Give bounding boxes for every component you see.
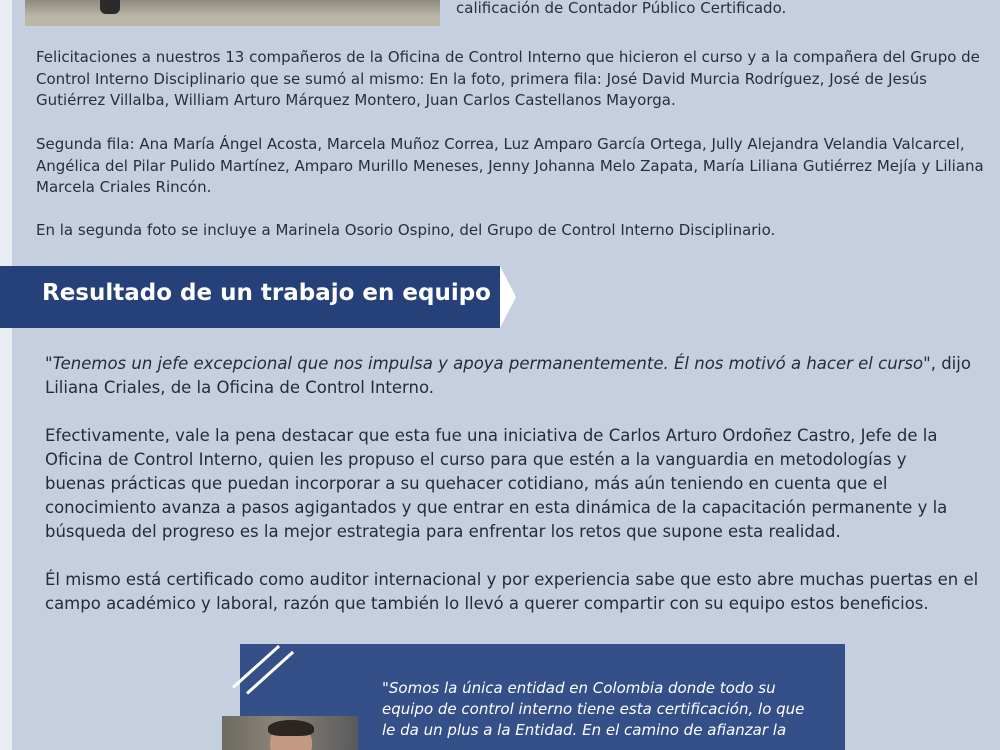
photo-figure	[100, 0, 120, 14]
certification-paragraph: Él mismo está certificado como auditor internacional y por experiencia sabe que esto abre muchas puertas en el campo académico y laboral, razón que también lo llevó a querer compartir con su equipo estos beneficios.	[45, 570, 979, 613]
photo-floor	[25, 18, 440, 26]
page-margin-strip	[0, 0, 12, 750]
banner-arrow	[500, 266, 516, 328]
quote-attribution: , dijo Liliana Criales, de la Oficina de Control Interno.	[45, 354, 971, 397]
photo-caption-tail: calificación de Contador Público Certificado.	[456, 0, 787, 17]
pull-quote-text: "Somos la única entidad en Colombia donde todo su equipo de control interno tiene esta certificación, lo que le da un plus a la Entidad. En el camino de afianzar la	[382, 679, 805, 739]
second-photo-paragraph: En la segunda foto se incluye a Marinela Osorio Ospino, del Grupo de Control Interno Disciplinario.	[36, 221, 776, 239]
quote-paragraph	[45, 352, 985, 400]
congratulations-paragraph: Felicitaciones a nuestros 13 compañeros de la Oficina de Control Interno que hicieron el curso y a la compañera del Grupo de Control Interno Disciplinario que se sumó al mismo: En la foto, primera fila: José David Murcia Rodríguez, José de Jesús Gutiérrez Villalba, William Arturo Márquez Montero, Juan Carlos Castellanos Mayorga.	[36, 48, 980, 110]
chief-quote: "Tenemos un jefe excepcional que nos impulsa y apoya permanentemente. Él nos motivó a hacer el curso"	[45, 354, 931, 373]
chief-photo	[222, 716, 358, 750]
group-photo	[25, 0, 440, 26]
second-row-paragraph: Segunda fila: Ana María Ángel Acosta, Marcela Muñoz Correa, Luz Amparo García Ortega, Jully Alejandra Velandia Valcarcel, Angélica del Pilar Pulido Martínez, Amparo Murillo Meneses, Jenny Johanna Melo Zapata, María Liliana Gutiérrez Mejía y Liliana Marcela Criales Rincón.	[36, 135, 984, 197]
section-title: Resultado de un trabajo en equipo	[42, 280, 491, 306]
initiative-paragraph: Efectivamente, vale la pena destacar que esta fue una iniciativa de Carlos Arturo Ordoñez Castro, Jefe de la Oficina de Control Interno, quien les propuso el curso para que estén a la vanguardia en metodologías y buenas prácticas que puedan incorporar a su quehacer cotidiano, más aún teniendo en cuenta que el conocimiento avanza a pasos agigantados y que entrar en esta dinámica de la capacitación permanente y la búsqueda del progreso es la mejor estrategia para enfrentar los retos que supone esta realidad.	[45, 426, 948, 541]
photo-hair	[268, 720, 314, 736]
